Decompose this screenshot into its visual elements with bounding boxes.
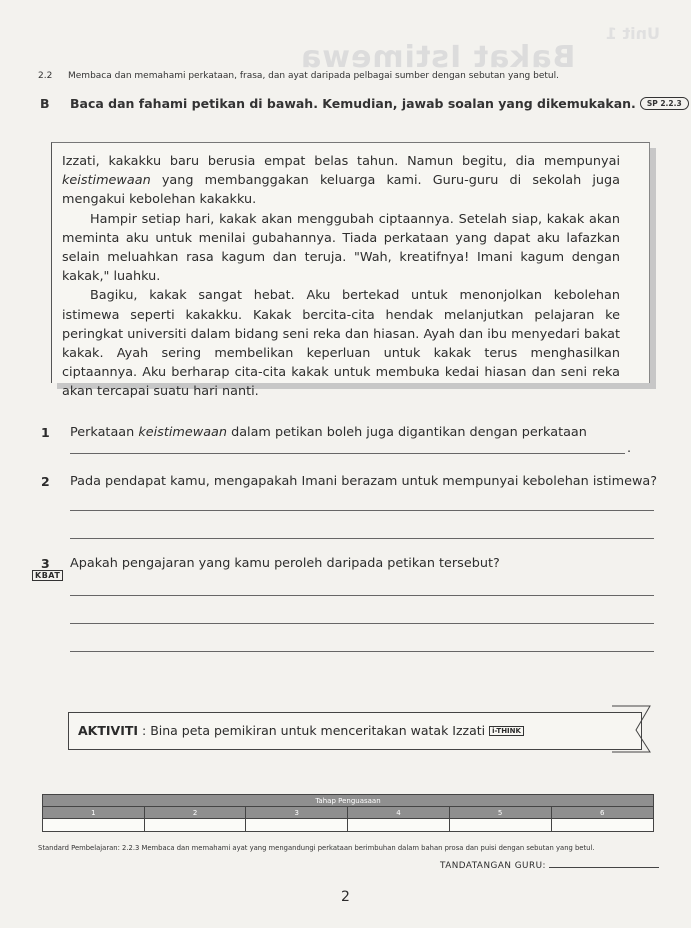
ithink-badge: i-THINK [489,726,524,736]
footer-standard: Standard Pembelajaran: 2.2.3 Membaca dan memahami ayat yang mengandungi perkataan berimbuhan dalam bahan prosa dan puisi dengan sebutan yang betul. [38,844,595,852]
tahap-checkbox-5[interactable] [449,819,551,832]
arrow-tab-icon [610,703,658,755]
question-2-answer-line-2[interactable] [70,538,654,539]
question-1-number: 1 [41,425,50,440]
aktiviti-label: AKTIVITI [78,723,139,738]
question-1-period: . [627,441,632,456]
tahap-level: 6 [551,807,653,819]
tahap-level: 2 [144,807,246,819]
tahap-checkbox-4[interactable] [348,819,450,832]
page-number: 2 [341,889,350,905]
standard-line [38,71,559,81]
question-3-answer-line-2[interactable] [70,623,654,624]
tahap-level: 5 [449,807,551,819]
passage-paragraph-2: Hampir setiap hari, kakak akan menggubah ciptaannya. Setelah siap, kakak akan meminta aku untuk menilai gubahannya. Tiada perkataan yang dapat aku lafazkan selain meluahkan rasa kagum dan teruja. "Wah, kreatifnya! Imani kagum dengan kakak," luahku. [62,211,620,285]
passage-paragraph-3: Bagiku, kakak sangat hebat. Aku bertekad untuk menonjolkan kebolehan istimewa seperti kakakku. Kakak bercita-cita hendak melanjutkan pelajaran ke peringkat universiti dalam bidang seni reka dan hiasan. Ayah dan ibu menyedari bakat kakak. Ayah sering membelikan keperluan untuk kakak terus menghasilkan ciptaannya. Aku berharap cita-cita kakak untuk membuka kedai hiasan dan seni reka akan tercapai suatu hari nanti. [62,288,620,400]
passage [62,152,620,402]
tahap-checkbox-2[interactable] [144,819,246,832]
question-1-answer-line[interactable] [70,453,625,454]
question-2-answer-line-1[interactable] [70,510,654,511]
standard-text: Membaca dan memahami perkataan, frasa, dan ayat daripada pelbagai sumber dengan sebutan yang betul. [68,71,559,81]
tahap-header: Tahap Penguasaan [43,795,654,807]
sp-badge: SP 2.2.3 [640,97,689,110]
tahap-checkbox-6[interactable] [551,819,653,832]
keyword-keistimewaan: keistimewaan [62,173,151,189]
kbat-badge: KBAT [32,570,63,581]
tahap-level: 3 [246,807,348,819]
bleed-through-title: Bakat Istimewa [300,40,576,75]
aktiviti-text [78,723,524,738]
question-2-number: 2 [41,474,50,489]
question-1-text: Perkataan keistimewaan dalam petikan boleh juga digantikan dengan perkataan [70,425,587,440]
tahap-level: 4 [348,807,450,819]
standard-code: 2.2 [38,71,53,81]
question-3-answer-line-3[interactable] [70,651,654,652]
aktiviti-instruction: : Bina peta pemikiran untuk menceritakan watak Izzati [138,723,486,738]
question-2-text: Pada pendapat kamu, mengapakah Imani berazam untuk mempunyai kebolehan istimewa? [70,474,658,489]
section-letter: B [40,96,50,111]
question-3-number: 3 [41,556,50,571]
question-3-answer-line-1[interactable] [70,595,654,596]
section-instruction [40,96,689,111]
bleed-through-unit: Unit 1 [605,24,660,43]
signature-label: TANDATANGAN GURU: [440,861,547,871]
tahap-level: 1 [43,807,145,819]
teacher-signature [440,861,659,871]
section-instruction-text: Baca dan fahami petikan di bawah. Kemudian, jawab soalan yang dikemukakan. [70,96,636,111]
tahap-checkbox-3[interactable] [246,819,348,832]
tahap-penguasaan-table [42,794,654,832]
signature-line[interactable] [549,867,659,868]
question-3-text: Apakah pengajaran yang kamu peroleh daripada petikan tersebut? [70,556,500,571]
tahap-checkbox-1[interactable] [43,819,145,832]
passage-paragraph-1: Izzati, kakakku baru berusia empat belas tahun. Namun begitu, dia mempunyai keistimewaan yang membanggakan keluarga kami. Guru-guru di sekolah juga mengakui kebolehan kakakku. [62,154,620,208]
